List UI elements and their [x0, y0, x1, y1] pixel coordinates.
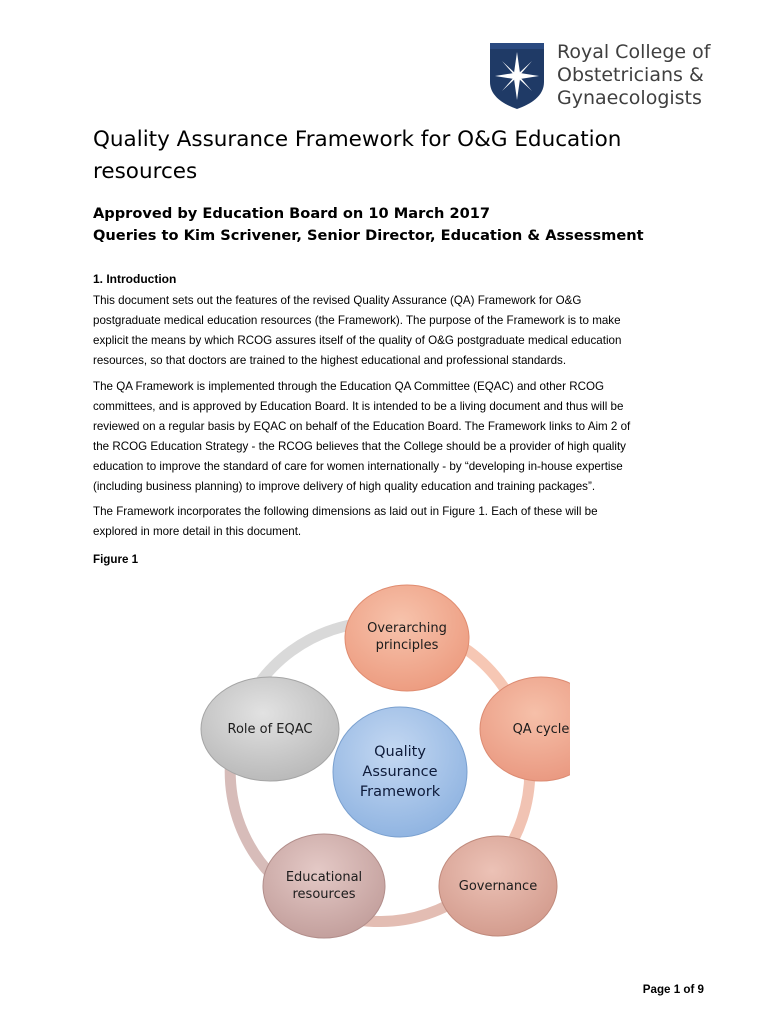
text-line: The Framework incorporates the following dimensions as laid out in Figure 1. Each of these will be [93, 505, 598, 518]
intro-paragraph-2 [93, 377, 723, 497]
text-line: (including business planning) to improve delivery of high quality education and training packages”. [93, 480, 596, 493]
intro-paragraph-1 [93, 291, 723, 371]
text-line: This document sets out the features of the revised Quality Assurance (QA) Framework for O&G [93, 294, 582, 307]
node-label-line: Governance [458, 878, 538, 894]
text-line: reviewed on a regular basis by EQAC on behalf of the Education Board. The Framework links to Aim 2 of [93, 420, 631, 433]
text-line: The QA Framework is implemented through the Education QA Committee (EQAC) and other RCOG [93, 380, 604, 393]
text-line: committees, and is approved by Education Board. It is intended to be a living document and thus will be [93, 400, 624, 413]
logo-line: Obstetricians & [557, 64, 704, 86]
node-label-line: QA cycle [512, 721, 570, 737]
center-label-line: Framework [359, 784, 441, 800]
approval-line: Approved by Education Board on 10 March 2017 [93, 205, 491, 222]
node-governance [439, 866, 557, 906]
node-role-of-eqac [201, 709, 339, 749]
section-heading: 1. Introduction [93, 272, 177, 286]
center-label-line: Assurance [362, 764, 438, 780]
text-line: education to improve the standard of care for women internationally - by “developing in-house expertise [93, 460, 623, 473]
node-label-line: resources [292, 887, 356, 902]
rcog-shield-icon [489, 42, 545, 110]
node-label-line: Educational [285, 870, 363, 885]
document-title: Quality Assurance Framework for O&G Education resources [93, 127, 622, 184]
logo-line: Royal College of [557, 41, 711, 63]
text-line: explored in more detail in this document. [93, 525, 302, 538]
qa-framework-diagram [190, 582, 570, 942]
queries-line: Queries to Kim Scrivener, Senior Director, Education & Assessment [93, 227, 644, 244]
node-overarching-principles [345, 612, 469, 662]
text-line: resources, so that doctors are trained to the highest educational and professional standards. [93, 354, 567, 367]
figure-label: Figure 1 [93, 553, 139, 566]
node-label-line: Overarching [367, 621, 447, 636]
node-qa-cycle [480, 709, 602, 749]
text-line: explicit the means by which RCOG assures itself of the quality of O&G postgraduate medical education [93, 334, 622, 347]
text-line: postgraduate medical education resources (the Framework). The purpose of the Framework is to make [93, 314, 621, 327]
center-label [333, 732, 467, 812]
intro-paragraph-3 [93, 502, 723, 542]
rcog-wordmark [557, 41, 727, 110]
node-label-line: Role of EQAC [227, 721, 313, 737]
center-label-line: Quality [374, 744, 426, 760]
node-label-line: principles [375, 638, 439, 653]
node-educational-resources [263, 861, 385, 911]
logo-line: Gynaecologists [557, 87, 702, 109]
rcog-logo [489, 42, 719, 112]
page-number: Page 1 of 9 [642, 983, 704, 996]
text-line: the RCOG Education Strategy - the RCOG believes that the College should be a provider of high quality [93, 440, 626, 453]
